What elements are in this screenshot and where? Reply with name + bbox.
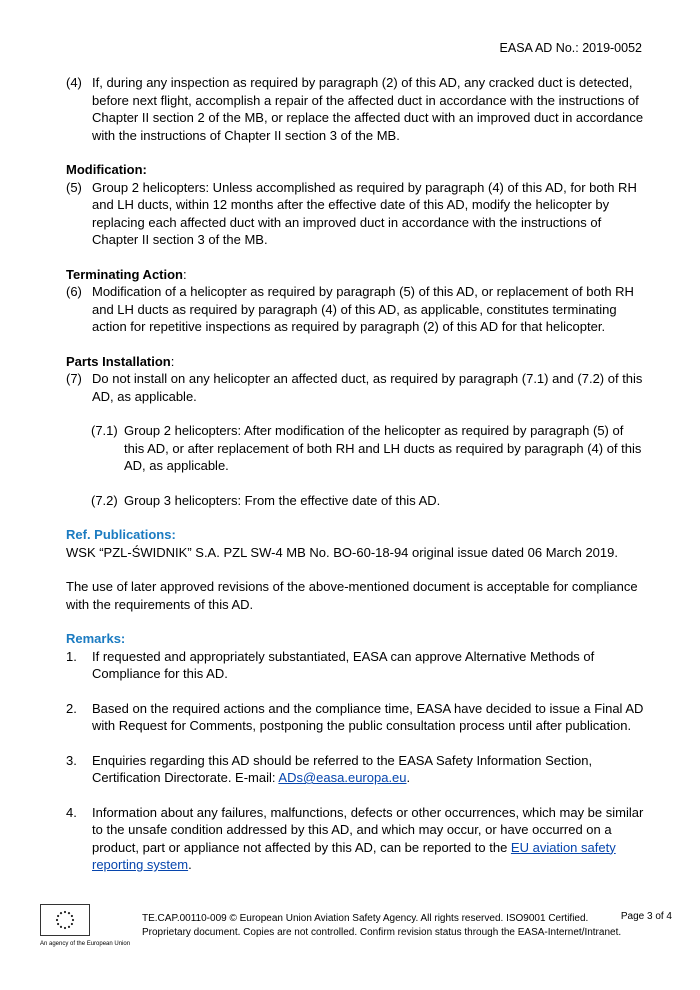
paragraph-number: (7.2) <box>91 492 118 508</box>
paragraph-7 <box>66 370 646 405</box>
paragraph-number: (7) <box>66 371 82 386</box>
paragraph-number: (5) <box>66 179 82 195</box>
paragraph-number: (4) <box>66 75 82 90</box>
paragraph-number: (6) <box>66 284 82 299</box>
heading-colon: : <box>183 266 187 282</box>
remark-number: 1. <box>66 648 77 664</box>
remark-number: 3. <box>66 752 77 768</box>
paragraph-text: Group 3 helicopters: From the effective date of this AD. <box>124 492 441 508</box>
paragraph-text: Modification of a helicopter as required by paragraph (5) of this AD, or replacement of both RH and LH ducts as required by paragraph (4) of this AD, as applicable, constitutes terminating action for repetitive inspections as required by paragraph (2) of this AD for that helicopter. <box>92 284 634 334</box>
modification-heading: Modification: <box>66 162 147 177</box>
remark-text-body: Enquiries regarding this AD should be referred to the EASA Safety Information Section, Certification Directorate. E-mail: <box>92 752 593 785</box>
paragraph-7-2 <box>66 492 646 510</box>
paragraph-4 <box>66 74 646 144</box>
paragraph-number: (7.1) <box>91 423 118 438</box>
ref-publication-text: WSK “PZL-ŚWIDNIK” S.A. PZL SW-4 MB No. BO-60-18-94 original issue dated 06 March 2019. <box>66 544 618 560</box>
remarks-heading: Remarks: <box>66 631 126 646</box>
parts-heading-line <box>66 353 646 371</box>
eu-stars-icon <box>41 905 89 935</box>
paragraph-text: Do not install on any helicopter an affected duct, as required by paragraph (7.1) and (7.2) of this AD, as applicable. <box>92 371 643 404</box>
eu-flag-logo <box>40 904 90 936</box>
terminating-heading: Terminating Action <box>66 266 183 282</box>
ad-number-header: EASA AD No.: 2019-0052 <box>499 41 642 55</box>
page-number: Page 3 of 4 <box>620 911 672 922</box>
remark-text: Based on the required actions and the compliance time, EASA have decided to issue a Final AD with Request for Comments, postponing the public consultation process until after publication. <box>92 700 644 733</box>
footer-line-1: TE.CAP.00110-009 © European Union Aviation Safety Agency. All rights reserved. ISO9001 Certified. <box>142 913 589 924</box>
paragraph-text: Group 2 helicopters: Unless accomplished as required by paragraph (4) of this AD, for both RH and LH ducts, within 12 months after the effective date of this AD, modify the helicopter by replacing each affected duct with an improved duct in accordance with the instructions of Chapter II section 3 of the MB. <box>92 179 637 247</box>
paragraph-text: If, during any inspection as required by paragraph (2) of this AD, any cracked duct is detected, before next flight, accomplish a repair of the affected duct in accordance with the instructions of Chapter II section 2 of the MB, or replace the affected duct with an improved duct in accordance with the instructions of Chapter II section 3 of the MB. <box>92 75 644 143</box>
remark-number: 2. <box>66 700 77 716</box>
remark-number: 4. <box>66 804 77 820</box>
remark-2 <box>66 700 646 735</box>
parts-heading: Parts Installation <box>66 353 171 369</box>
remark-4 <box>66 804 646 874</box>
paragraph-7-1 <box>66 422 646 475</box>
terminating-heading-line <box>66 266 646 284</box>
remark-text: If requested and appropriately substantiated, EASA can approve Alternative Methods of Compliance for this AD. <box>92 648 595 681</box>
heading-colon: : <box>170 353 175 369</box>
remark-3 <box>66 752 646 787</box>
remark-text-end: . <box>188 857 192 872</box>
remark-text-end: . <box>406 770 411 785</box>
remark-text <box>92 752 646 787</box>
document-body <box>66 74 646 874</box>
ref-publications-heading: Ref. Publications: <box>66 527 176 542</box>
remark-text-body: Information about any failures, malfunctions, defects or other occurrences, which may be similar to the unsafe condition addressed by this AD, and which may occur, or have occurred on a product, part or appliance not affected by this AD, can be reported to the <box>92 804 644 855</box>
reporting-system-link[interactable]: EU aviation safety reporting system <box>92 839 616 872</box>
remark-text <box>92 804 646 874</box>
remark-1 <box>66 648 646 683</box>
paragraph-text: Group 2 helicopters: After modification of the helicopter as required by paragraph (5) of this AD, or after replacement of both RH and LH ducts as required by paragraph (4) of this AD, as applicable. <box>124 423 642 473</box>
ref-revisions-note: The use of later approved revisions of the above-mentioned document is acceptable for compliance with the requirements of this AD. <box>66 579 638 612</box>
paragraph-6 <box>66 283 646 336</box>
footer-line-2: Proprietary document. Copies are not controlled. Confirm revision status through the EASA-Internet/Intranet. <box>142 927 622 938</box>
email-link[interactable]: ADs@easa.europa.eu <box>278 770 407 785</box>
agency-caption: An agency of the European Union <box>40 941 131 947</box>
paragraph-5 <box>66 179 646 249</box>
footer-text <box>142 912 622 940</box>
